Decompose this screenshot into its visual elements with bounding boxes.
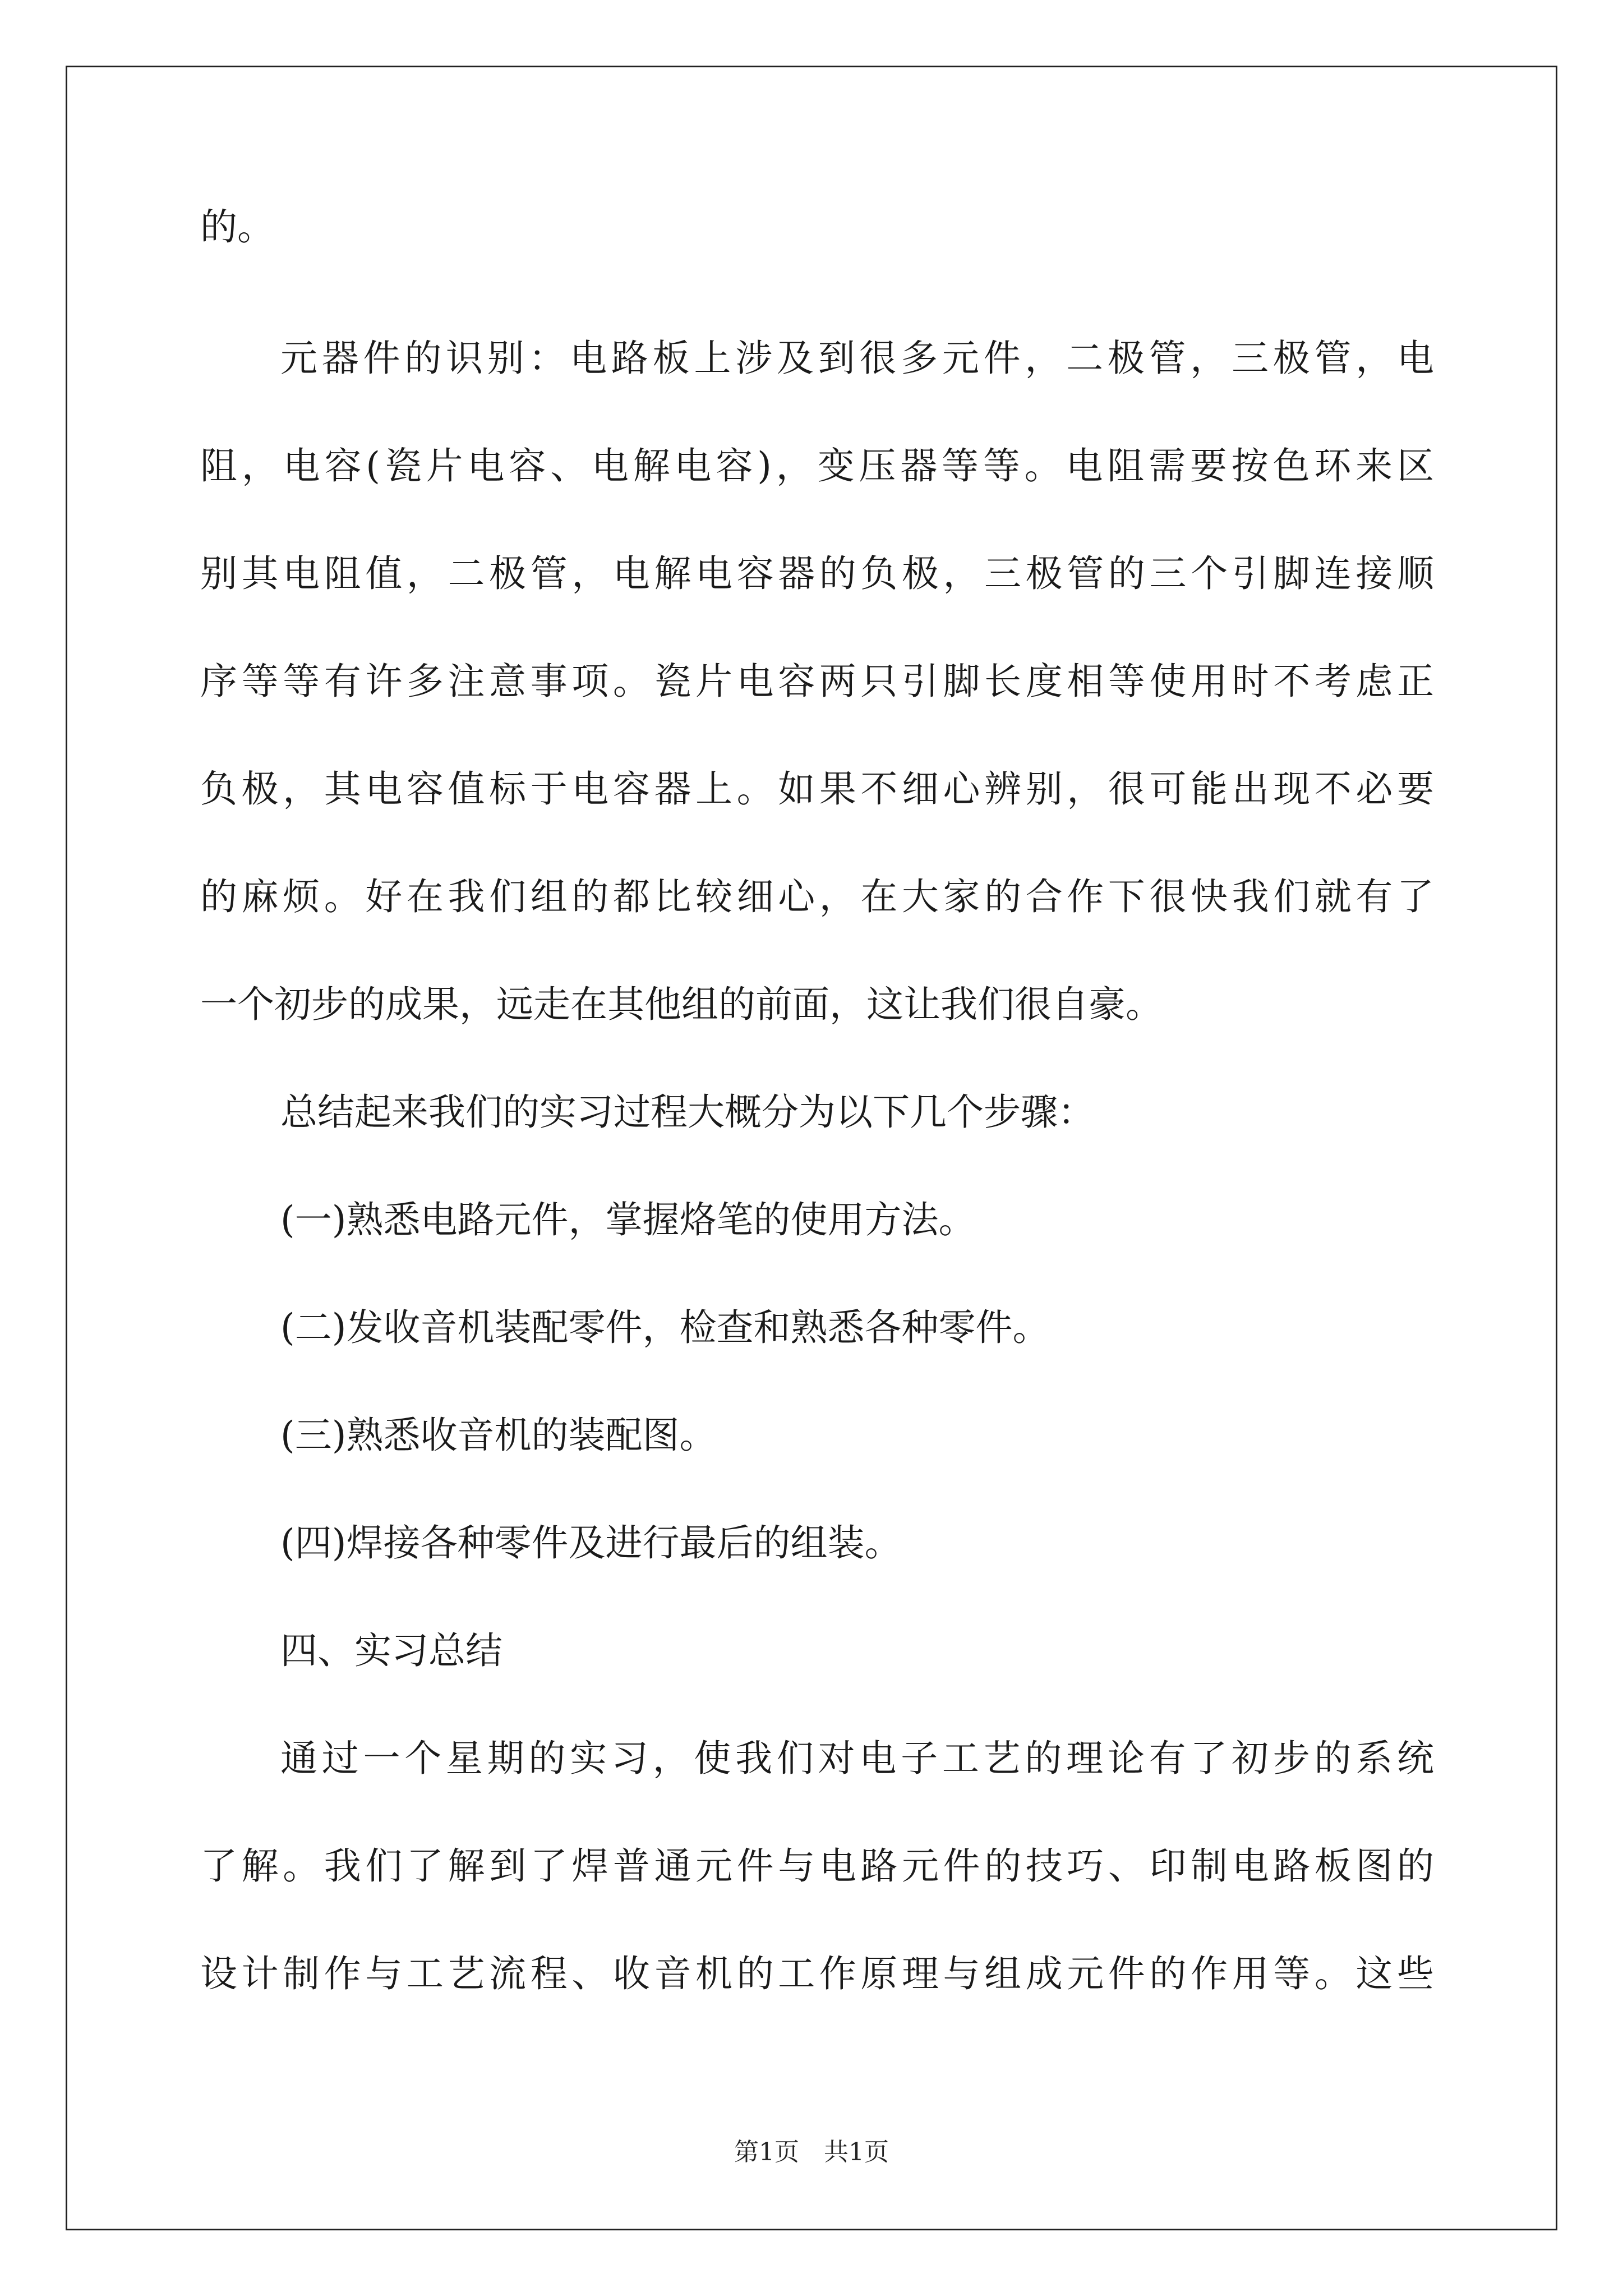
text-line: 了解。我们了解到了焊普通元件与电路元件的技巧、印制电路板图的 xyxy=(200,1844,1434,1888)
page-border xyxy=(66,66,1557,2230)
list-item: (三)熟悉收音机的装配图。 xyxy=(280,1414,717,1457)
text-line: 的麻烦。好在我们组的都比较细心，在大家的合作下很快我们就有了 xyxy=(200,875,1434,918)
paragraph-first-line: 元器件的识别：电路板上涉及到很多元件，二极管，三极管，电 xyxy=(280,337,1434,380)
paragraph-first-line: 通过一个星期的实习，使我们对电子工艺的理论有了初步的系统 xyxy=(280,1737,1434,1780)
text-line: 负极，其电容值标于电容器上。如果不细心辨别，很可能出现不必要 xyxy=(200,767,1434,811)
paragraph-first-line: 总结起来我们的实习过程大概分为以下几个步骤： xyxy=(280,1091,1095,1134)
text-line: 序等等有许多注意事项。瓷片电容两只引脚长度相等使用时不考虑正 xyxy=(200,660,1434,703)
text-line: 阻，电容(瓷片电容、电解电容)，变压器等等。电阻需要按色环来区 xyxy=(200,444,1434,487)
text-line: 一个初步的成果，远走在其他组的前面，这让我们很自豪。 xyxy=(200,983,1163,1026)
list-item: (二)发收音机装配零件，检查和熟悉各种零件。 xyxy=(280,1306,1050,1349)
page-number-footer: 第1页 共1页 xyxy=(734,2138,889,2166)
text-line: 别其电阻值，二极管，电解电容器的负极，三极管的三个引脚连接顺 xyxy=(200,552,1434,595)
text-line: 设计制作与工艺流程、收音机的工作原理与组成元件的作用等。这些 xyxy=(200,1952,1434,1995)
text-line: 的。 xyxy=(200,205,274,249)
section-heading: 四、实习总结 xyxy=(280,1629,502,1672)
list-item: (一)熟悉电路元件，掌握烙笔的使用方法。 xyxy=(280,1198,976,1241)
list-item: (四)焊接各种零件及进行最后的组装。 xyxy=(280,1521,902,1565)
